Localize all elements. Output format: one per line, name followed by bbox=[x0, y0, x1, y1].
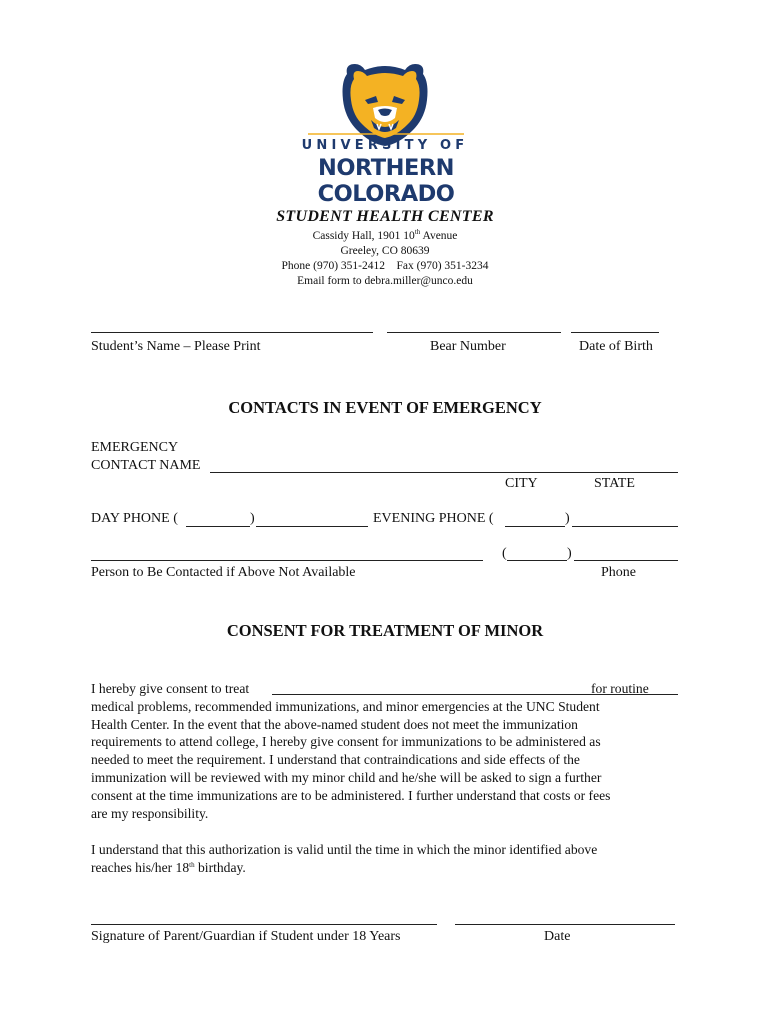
signature-field[interactable] bbox=[91, 924, 437, 925]
evening-phone-number-field[interactable] bbox=[572, 526, 678, 527]
emergency-label: EMERGENCY bbox=[91, 440, 179, 455]
address-sup: th bbox=[414, 228, 421, 236]
evening-phone-area-field[interactable] bbox=[505, 526, 565, 527]
consent-line: consent at the time immunizations are to be administered. I further understand that costs or fees bbox=[91, 787, 611, 803]
authorization-birthday-text: birthday. bbox=[194, 859, 246, 875]
evening-phone-paren: ) bbox=[565, 511, 570, 526]
consent-heading: CONSENT FOR TREATMENT OF MINOR bbox=[226, 621, 544, 640]
student-name-label: Student’s Name – Please Print bbox=[91, 339, 261, 354]
address-line bbox=[180, 229, 590, 244]
consent-end-text: for routine bbox=[591, 681, 649, 696]
city-line: Greeley, CO 80639 bbox=[340, 245, 430, 257]
student-name-field[interactable] bbox=[91, 332, 373, 333]
signature-date-field[interactable] bbox=[455, 924, 675, 925]
alt-phone-number-field[interactable] bbox=[574, 560, 678, 561]
university-of-text: UNIVERSITY OF bbox=[301, 138, 469, 153]
authorization-sup: th bbox=[189, 860, 195, 869]
consent-line: immunization will be reviewed with my minor child and he/she will be asked to sign a further bbox=[91, 769, 602, 785]
contact-name-label: CONTACT NAME bbox=[91, 458, 201, 473]
alt-contact-label: Person to Be Contacted if Above Not Available bbox=[91, 565, 356, 580]
authorization-paragraph bbox=[91, 841, 675, 877]
evening-phone-label: EVENING PHONE ( bbox=[373, 511, 494, 526]
date-of-birth-field[interactable] bbox=[571, 332, 659, 333]
authorization-line: I understand that this authorization is valid until the time in which the minor identified above bbox=[91, 842, 598, 857]
day-phone-number-field[interactable] bbox=[256, 526, 368, 527]
consent-first-line bbox=[91, 680, 675, 698]
signature-label: Signature of Parent/Guardian if Student under 18 Years bbox=[91, 929, 401, 944]
phone-fax-line: Phone (970) 351-2412 Fax (970) 351-3234 bbox=[281, 260, 489, 272]
consent-line: needed to meet the requirement. I understand that contraindications and side effects of the bbox=[91, 752, 580, 768]
authorization-age-text: reaches his/her 18 bbox=[91, 859, 190, 875]
alt-phone-open-paren: ( bbox=[502, 546, 507, 561]
university-name: NORTHERN COLORADO bbox=[317, 155, 455, 207]
authorization-line-2 bbox=[91, 859, 675, 877]
bear-number-field[interactable] bbox=[387, 332, 561, 333]
contact-name-field[interactable] bbox=[210, 472, 678, 473]
consent-line: medical problems, recommended immunizations, and minor emergencies at the UNC Student bbox=[91, 698, 600, 714]
day-phone-label: DAY PHONE ( bbox=[91, 511, 178, 526]
day-phone-paren: ) bbox=[250, 511, 255, 526]
page-title: STUDENT HEALTH CENTER bbox=[276, 208, 494, 225]
address-street: Cassidy Hall, 1901 10 bbox=[312, 230, 415, 242]
alt-phone-area-field[interactable] bbox=[507, 560, 567, 561]
consent-line: Health Center. In the event that the above-named student does not meet the immunization bbox=[91, 716, 578, 732]
alt-phone-label: Phone bbox=[601, 565, 636, 580]
address-avenue: Avenue bbox=[420, 230, 458, 242]
signature-date-label: Date bbox=[544, 929, 571, 944]
email-line: Email form to debra.miller@unco.edu bbox=[297, 275, 473, 287]
consent-start-text: I hereby give consent to treat bbox=[91, 681, 250, 696]
city-label: CITY bbox=[505, 476, 538, 491]
alt-contact-field[interactable] bbox=[91, 560, 483, 561]
day-phone-area-field[interactable] bbox=[186, 526, 250, 527]
emergency-heading: CONTACTS IN EVENT OF EMERGENCY bbox=[228, 398, 542, 417]
bear-number-label: Bear Number bbox=[430, 339, 506, 354]
state-label: STATE bbox=[594, 476, 635, 491]
alt-phone-close-paren: ) bbox=[567, 546, 572, 561]
consent-line: are my responsibility. bbox=[91, 805, 209, 821]
consent-paragraph bbox=[91, 680, 675, 822]
consent-line: requirements to attend college, I hereby give consent for immunizations to be administered as bbox=[91, 734, 601, 750]
date-of-birth-label: Date of Birth bbox=[579, 339, 653, 354]
